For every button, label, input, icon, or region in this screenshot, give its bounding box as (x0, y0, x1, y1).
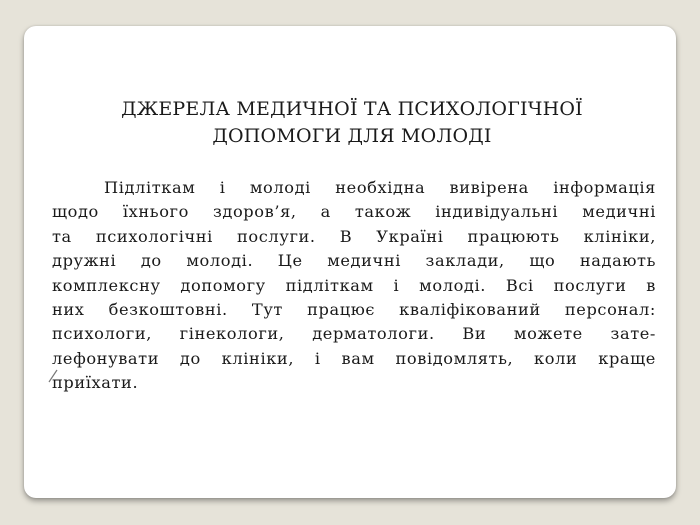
body-line: них безкоштовні. Тут працює кваліфікований персонал: (52, 300, 656, 320)
body-line: приїхати. (52, 373, 139, 393)
body-line: дружні до молоді. Це медичні заклади, що надають (52, 251, 656, 271)
pen-cursor-icon (48, 369, 58, 383)
body-line: та психологічні послуги. В Україні працюють клініки, (52, 226, 656, 246)
body-line: комплексну допомогу підліткам і молоді. Всі послуги в (52, 275, 656, 295)
slide-card (24, 26, 676, 498)
slide-title-line-2: ДОПОМОГИ ДЛЯ МОЛОДІ (212, 125, 492, 147)
body-line: лефонувати до клініки, і вам повідомлять, коли краще (52, 348, 656, 368)
body-line: щодо їхнього здоров’я, а також індивідуальні медичні (52, 202, 656, 222)
slide-body-paragraph (52, 176, 656, 396)
slide-title (74, 96, 630, 150)
body-line: Підліткам і молоді необхідна вивірена інформація (104, 178, 656, 197)
slide-title-line-1: ДЖЕРЕЛА МЕДИЧНОЇ ТА ПСИХОЛОГІЧНОЇ (121, 98, 583, 120)
body-line: психологи, гінекологи, дерматологи. Ви можете зате- (52, 324, 656, 344)
